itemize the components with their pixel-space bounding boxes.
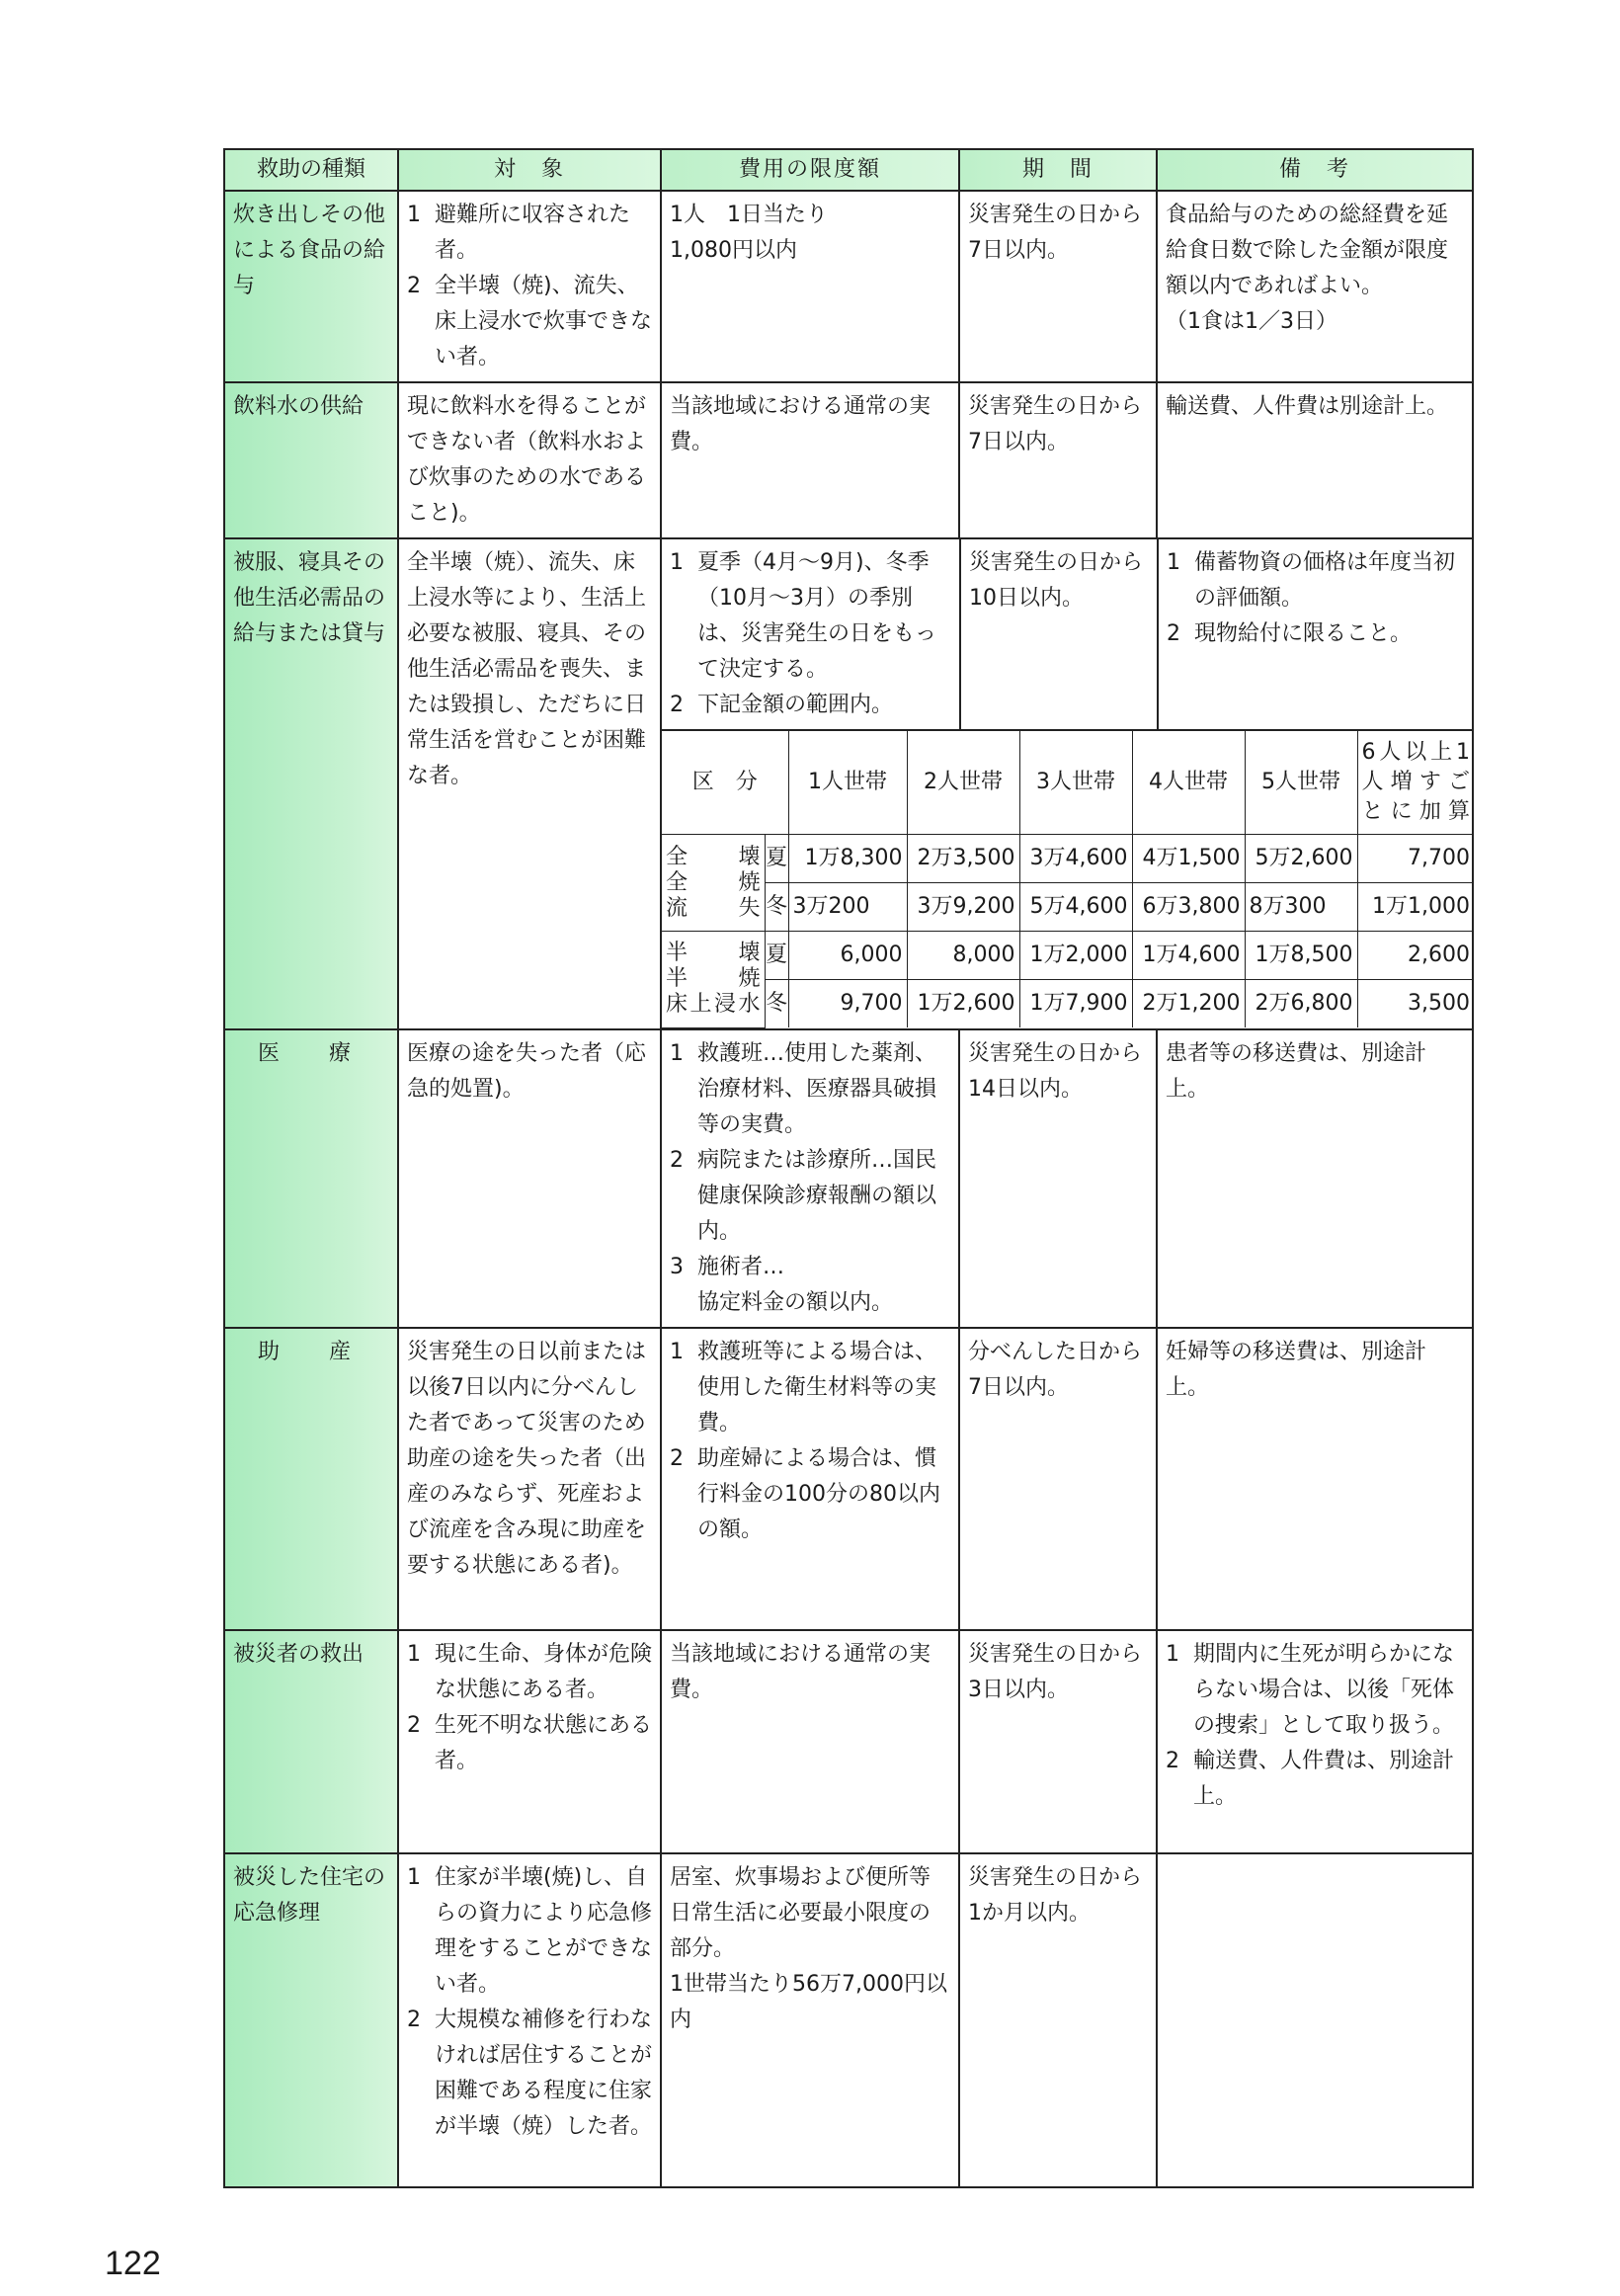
amount-cell: 2万6,800 (1245, 980, 1357, 1028)
item-number: 1 (1166, 1641, 1179, 1667)
amount-cell: 1万8,300 (788, 835, 907, 883)
amount-cell: 6万3,800 (1132, 883, 1245, 932)
item-text: 現に生命、身体が危険な状態にある者。 (435, 1641, 653, 1702)
household-cost-table (662, 729, 1474, 1028)
amount-cell: 2,600 (1357, 932, 1474, 980)
table-row (224, 1853, 1473, 2187)
item-text: 期間内に生死が明らかにならない場合は、以後「死体の捜索」として取り扱う。 (1193, 1641, 1455, 1738)
notes-cell: 妊婦等の移送費は、別途計上。 (1157, 1328, 1473, 1630)
header-target: 対 象 (398, 149, 661, 191)
season-label: 冬 (765, 980, 788, 1028)
damage-category-label (662, 835, 765, 932)
cost-cell (661, 1328, 959, 1630)
amount-cell: 7,700 (1357, 835, 1474, 883)
amount-cell: 4万1,500 (1132, 835, 1245, 883)
cost-text: 居室、炊事場および便所等日常生活に必要最小限度の部分。 (670, 1864, 932, 1961)
item-text: 輸送費、人件費は、別途計上。 (1193, 1748, 1455, 1809)
additional-person-header: 6人以上1人増すごとに加算 (1357, 730, 1474, 835)
item-number: 1 (407, 203, 421, 227)
note-text: （1食は1／3日） (1166, 309, 1337, 334)
household-size-header: 4人世帯 (1132, 730, 1245, 835)
period-cell: 災害発生の日から10日以内。 (960, 539, 1158, 729)
relief-type-cell: 炊き出しその他による食品の給与 (224, 191, 398, 382)
page-number: 122 (105, 2245, 161, 2282)
item-number: 2 (407, 274, 421, 298)
notes-cell: 輸送費、人件費は別途計上。 (1157, 382, 1473, 538)
household-row (662, 932, 1474, 980)
damage-label: 全 壊 (666, 844, 761, 869)
item-number: 2 (407, 1712, 421, 1738)
item-text: 避難所に収容された者。 (435, 203, 631, 263)
item-text: 救護班等による場合は、使用した衛生材料等の実費。 (697, 1339, 937, 1435)
period-cell: 災害発生の日から14日以内。 (959, 1029, 1157, 1328)
cost-cell: 当該地域における通常の実費。 (661, 382, 959, 538)
amount-cell: 8,000 (907, 932, 1019, 980)
header-relief-type: 救助の種類 (224, 149, 398, 191)
notes-cell (1158, 539, 1474, 729)
amount-cell: 1万4,600 (1132, 932, 1245, 980)
amount-cell: 3万4,600 (1019, 835, 1132, 883)
item-number: 1 (670, 550, 684, 575)
period-cell: 分べんした日から7日以内。 (959, 1328, 1157, 1630)
item-number: 2 (407, 2007, 421, 2032)
amount-cell: 2万1,200 (1132, 980, 1245, 1028)
damage-label: 半 壊 (666, 941, 761, 966)
table-row (224, 191, 1473, 382)
cost-cell (661, 191, 959, 382)
item-number: 1 (1167, 550, 1180, 575)
amount-cell: 1万1,000 (1357, 883, 1474, 932)
cost-upper-table (662, 539, 1474, 729)
target-cell (398, 1853, 661, 2187)
item-number: 1 (407, 1641, 421, 1667)
table-row (224, 1328, 1473, 1630)
amount-cell: 5万4,600 (1019, 883, 1132, 932)
period-cell: 災害発生の日から7日以内。 (959, 191, 1157, 382)
relief-type-cell: 助 産 (224, 1328, 398, 1630)
household-header-row (662, 730, 1474, 835)
item-text: 夏季（4月〜9月)、冬季（10月〜3月）の季別は、災害発生の日をもって決定する。 (697, 550, 937, 682)
table-row (224, 538, 1473, 1029)
amount-cell: 1万2,000 (1019, 932, 1132, 980)
category-header: 区 分 (662, 730, 788, 835)
table-row (224, 1630, 1473, 1853)
item-text: 現物給付に限ること。 (1194, 621, 1413, 646)
period-cell: 災害発生の日から7日以内。 (959, 382, 1157, 538)
relief-type-cell: 被災した住宅の応急修理 (224, 1853, 398, 2187)
cost-cell: 当該地域における通常の実費。 (661, 1630, 959, 1853)
amount-cell: 3万9,200 (907, 883, 1019, 932)
household-size-header: 2人世帯 (907, 730, 1019, 835)
cost-cell (662, 539, 960, 729)
relief-type-cell: 医 療 (224, 1029, 398, 1328)
amount-cell: 6,000 (788, 932, 907, 980)
household-size-header: 1人世帯 (788, 730, 907, 835)
damage-label: 全 焼 (666, 869, 761, 895)
cost-cell (661, 1029, 959, 1328)
note-text: 食品給与のための総経費を延給食日数で除した金額が限度額以内であればよい。 (1166, 203, 1449, 298)
household-row (662, 980, 1474, 1028)
relief-type-cell: 被服、寝具その他生活必需品の給与または貸与 (224, 538, 398, 1029)
item-text: 全半壊（焼)、流失、床上浸水で炊事できない者。 (435, 274, 653, 369)
amount-cell: 9,700 (788, 980, 907, 1028)
item-text: 下記金額の範囲内。 (697, 693, 894, 717)
target-cell: 医療の途を失った者（応急的処置)。 (398, 1029, 661, 1328)
amount-cell: 2万3,500 (907, 835, 1019, 883)
item-text: 備蓄物資の価格は年度当初の評価額。 (1194, 550, 1456, 611)
item-text: 病院または診療所…国民健康保険診療報酬の額以内。 (697, 1147, 937, 1244)
table-row (224, 1029, 1473, 1328)
item-number: 2 (1167, 621, 1180, 646)
cost-basis: 1日当たり (727, 203, 829, 227)
cost-period-notes-cell (661, 538, 1473, 1029)
item-number: 3 (670, 1254, 684, 1279)
damage-label: 流 失 (666, 895, 761, 921)
target-cell (398, 191, 661, 382)
damage-label: 半 焼 (666, 966, 761, 992)
damage-category-label (662, 932, 765, 1028)
cost-text: 1世帯当たり56万7,000円以内 (670, 1971, 947, 2032)
item-number: 2 (1166, 1748, 1179, 1773)
cost-unit: 1人 (670, 203, 705, 227)
household-size-header: 5人世帯 (1245, 730, 1357, 835)
period-cell: 災害発生の日から3日以内。 (959, 1630, 1157, 1853)
amount-cell: 1万8,500 (1245, 932, 1357, 980)
item-text: 救護班…使用した薬剤、治療材料、医療器具破損等の実費。 (697, 1040, 937, 1137)
target-cell: 災害発生の日以前または以後7日以内に分べんした者であって災害のため助産の途を失った者（出産のみならず、死産および流産を含み現に助産を要する状態にある者)。 (398, 1328, 661, 1630)
period-cell: 災害発生の日から1か月以内。 (959, 1853, 1157, 2187)
header-period: 期 間 (959, 149, 1157, 191)
item-number: 1 (670, 1040, 684, 1066)
amount-cell: 8万300 (1245, 883, 1357, 932)
amount-cell: 5万2,600 (1245, 835, 1357, 883)
amount-cell: 3,500 (1357, 980, 1474, 1028)
item-number: 2 (670, 1147, 684, 1173)
amount-cell: 1万2,600 (907, 980, 1019, 1028)
season-label: 夏 (765, 835, 788, 883)
season-label: 夏 (765, 932, 788, 980)
amount-cell: 3万200 (788, 883, 907, 932)
damage-label: 床上浸水 (666, 992, 761, 1018)
item-text: 住家が半壊(焼)し、自らの資力により応急修理をすることができない者。 (435, 1864, 653, 1997)
relief-type-cell: 飲料水の供給 (224, 382, 398, 538)
item-number: 2 (670, 1445, 684, 1471)
header-notes: 備 考 (1157, 149, 1473, 191)
target-cell: 現に飲料水を得ることができない者（飲料水および炊事のための水であること)。 (398, 382, 661, 538)
item-text: 大規模な補修を行わなければ居住することが困難である程度に住家が半壊（焼）した者。 (435, 2007, 653, 2139)
item-number: 2 (670, 693, 684, 717)
season-label: 冬 (765, 883, 788, 932)
target-cell: 全半壊（焼）、流失、床上浸水等により、生活上必要な被服、寝具、その他生活必需品を喪失、または毀損し、ただちに日常生活を営むことが困難な者。 (398, 538, 661, 1029)
item-number: 1 (670, 1339, 684, 1364)
item-number: 1 (407, 1864, 421, 1890)
cost-cell (661, 1853, 959, 2187)
notes-cell: 患者等の移送費は、別途計上。 (1157, 1029, 1473, 1328)
item-text: 施術者… (697, 1254, 785, 1279)
item-text: 助産婦による場合は、慣行料金の100分の80以内の額。 (697, 1445, 940, 1542)
target-cell (398, 1630, 661, 1853)
notes-cell (1157, 1853, 1473, 2187)
table-header-row (224, 149, 1473, 191)
household-size-header: 3人世帯 (1019, 730, 1132, 835)
item-text: 生死不明な状態にある者。 (435, 1712, 653, 1773)
relief-standards-table (223, 148, 1474, 2188)
amount-cell: 1万7,900 (1019, 980, 1132, 1028)
household-row (662, 835, 1474, 883)
notes-cell (1157, 1630, 1473, 1853)
header-cost-limit: 費用の限度額 (661, 149, 959, 191)
item-text: 協定料金の額以内。 (697, 1289, 894, 1315)
household-row (662, 883, 1474, 932)
notes-cell (1157, 191, 1473, 382)
relief-type-cell: 被災者の救出 (224, 1630, 398, 1853)
table-row (224, 382, 1473, 538)
cost-amount: 1,080円以内 (670, 238, 797, 263)
